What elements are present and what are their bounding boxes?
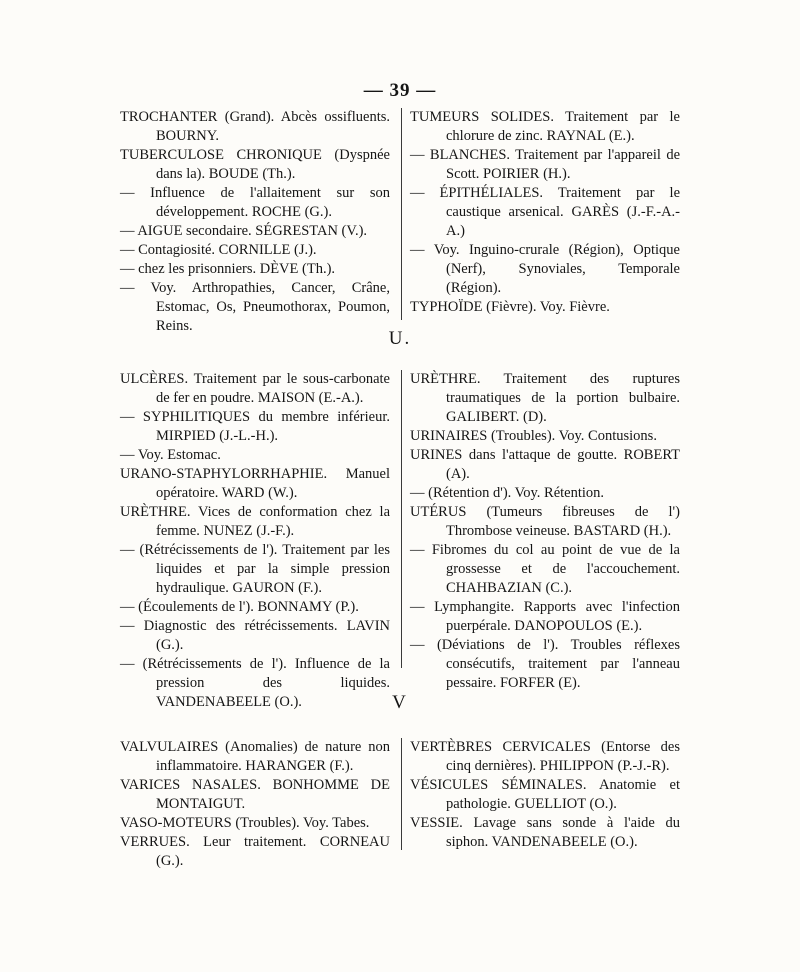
- index-entry: — Voy. Estomac.: [120, 447, 221, 463]
- index-entry: — Influence de l'allaitement sur son développement. ROCHE (G.).: [120, 185, 390, 220]
- right-column: [410, 108, 680, 317]
- index-entry: — Contagiosité. CORNILLE (J.).: [120, 242, 317, 258]
- right-column: [410, 370, 680, 693]
- index-entry: VERRUES. Leur traitement. CORNEAU (G.).: [120, 834, 390, 869]
- section-t: [120, 108, 682, 334]
- index-entry: — (Rétrécissements de l'). Traitement par les liquides et par la simple pression hydraulique. GAURON (F.).: [120, 542, 390, 596]
- index-entry: — Lymphangite. Rapports avec l'infection puerpérale. DANOPOULOS (E.).: [410, 599, 680, 634]
- index-entry: URINES dans l'attaque de goutte. ROBERT (A).: [410, 447, 680, 482]
- index-entry: UTÉRUS (Tumeurs fibreuses de l') Thrombose veineuse. BASTARD (H.).: [410, 504, 680, 539]
- index-entry: — (Écoulements de l'). BONNAMY (P.).: [120, 599, 359, 615]
- index-entry: — ÉPITHÉLIALES. Traitement par le caustique arsenical. GARÈS (J.-F.-A.-A.): [410, 185, 680, 239]
- index-entry: ULCÈRES. Traitement par le sous-carbonate de fer en poudre. MAISON (E.-A.).: [120, 371, 390, 406]
- column-divider: [401, 370, 402, 668]
- index-entry: TYPHOÏDE (Fièvre). Voy. Fièvre.: [410, 299, 610, 315]
- column-divider: [401, 738, 402, 850]
- left-column: [120, 370, 390, 712]
- section-u: [120, 370, 682, 710]
- letter-heading-u: U.: [388, 328, 412, 349]
- index-entry: TUMEURS SOLIDES. Traitement par le chlorure de zinc. RAYNAL (E.).: [410, 109, 680, 144]
- index-entry: — chez les prisonniers. DÈVE (Th.).: [120, 261, 336, 277]
- index-entry: URÈTHRE. Traitement des ruptures traumatiques de la portion bulbaire. GALIBERT. (D).: [410, 371, 680, 425]
- index-entry: — AIGUE secondaire. SÉGRESTAN (V.).: [120, 223, 368, 239]
- index-entry: VESSIE. Lavage sans sonde à l'aide du siphon. VANDENABEELE (O.).: [410, 815, 680, 850]
- column-divider: [401, 108, 402, 320]
- index-entry: — (Rétrécissements de l'). Influence de la pression des liquides. VANDENABEELE (O.).: [120, 656, 390, 710]
- index-entry: VASO-MOTEURS (Troubles). Voy. Tabes.: [120, 815, 370, 831]
- index-entry: TROCHANTER (Grand). Abcès ossifluents. BOURNY.: [120, 109, 390, 144]
- index-entry: — BLANCHES. Traitement par l'appareil de Scott. POIRIER (H.).: [410, 147, 680, 182]
- left-column: [120, 108, 390, 336]
- index-entry: URINAIRES (Troubles). Voy. Contusions.: [410, 428, 657, 444]
- index-entry: — SYPHILITIQUES du membre inférieur. MIRPIED (J.-L.-H.).: [120, 409, 390, 444]
- index-entry: VERTÈBRES CERVICALES (Entorse des cinq dernières). PHILIPPON (P.-J.-R).: [410, 739, 680, 774]
- index-entry: URÈTHRE. Vices de conformation chez la femme. NUNEZ (J.-F.).: [120, 504, 390, 539]
- index-entry: URANO-STAPHYLORRHAPHIE. Manuel opératoire. WARD (W.).: [120, 466, 390, 501]
- left-column: [120, 738, 390, 871]
- page-number: — 39 —: [363, 80, 437, 101]
- right-column: [410, 738, 680, 852]
- section-v: [120, 738, 682, 869]
- index-entry: VARICES NASALES. BONHOMME DE MONTAIGUT.: [120, 777, 390, 812]
- index-entry: — Diagnostic des rétrécissements. LAVIN (G.).: [120, 618, 390, 653]
- index-entry: — Voy. Inguino-crurale (Région), Optique (Nerf), Synoviales, Temporale (Région).: [410, 242, 680, 296]
- index-entry: — (Déviations de l'). Troubles réflexes consécutifs, traitement par l'anneau pessaire. FORFER (E).: [410, 637, 680, 691]
- index-entry: — (Rétention d'). Voy. Rétention.: [410, 485, 605, 501]
- index-entry: VÉSICULES SÉMINALES. Anatomie et pathologie. GUELLIOT (O.).: [410, 777, 680, 812]
- index-entry: VALVULAIRES (Anomalies) de nature non inflammatoire. HARANGER (F.).: [120, 739, 390, 774]
- index-entry: — Fibromes du col au point de vue de la grossesse et de l'accouchement. CHAHBAZIAN (C.).: [410, 542, 680, 596]
- letter-heading-v: V: [392, 692, 408, 713]
- index-entry: — Voy. Arthropathies, Cancer, Crâne, Estomac, Os, Pneumothorax, Poumon, Reins.: [120, 280, 390, 334]
- index-entry: TUBERCULOSE CHRONIQUE (Dyspnée dans la). BOUDE (Th.).: [120, 147, 390, 182]
